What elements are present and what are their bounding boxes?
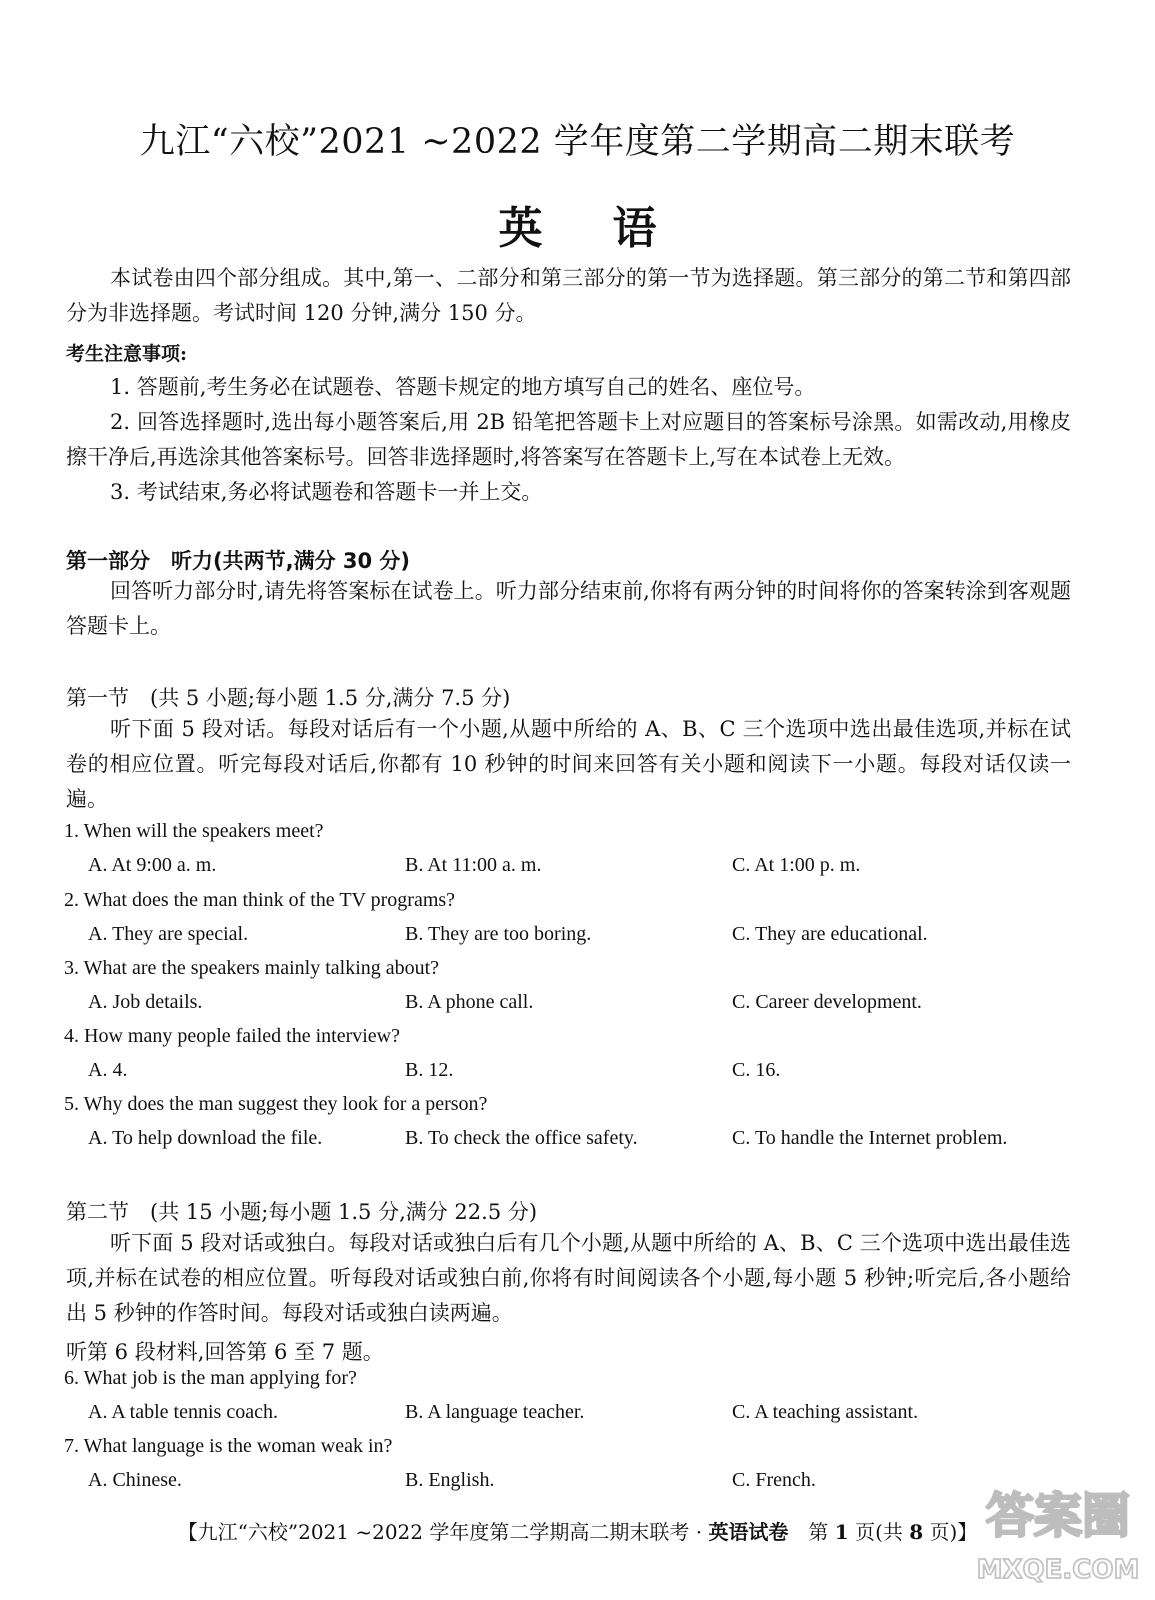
option-c: C. A teaching assistant. (732, 1401, 919, 1423)
option-b: B. To check the office safety. (405, 1127, 638, 1149)
section1-instructions: 听下面 5 段对话。每段对话后有一个小题,从题中所给的 A、B、C 三个选项中选出最佳选项,并标在试卷的相应位置。听完每段对话后,你都有 10 秒钟的时间来回答有关小题和阅读下一小题。每段对话仅读一遍。 (66, 717, 1071, 811)
option-a: A. 4. (88, 1059, 128, 1081)
option-b: B. A phone call. (405, 991, 534, 1013)
footer-exam-name: 【九江“六校”2021 ~2022 学年度第二学期高二期末联考 · (177, 1520, 709, 1544)
question-options (88, 1127, 1088, 1157)
option-c: C. French. (732, 1469, 816, 1491)
watermark-logo (973, 1470, 1143, 1590)
part1-heading: 第一部分 听力(共两节,满分 30 分) (66, 549, 411, 573)
option-b: B. At 11:00 a. m. (405, 854, 542, 876)
footer-subject: 英语试卷 (708, 1520, 789, 1544)
option-c: C. Career development. (732, 991, 922, 1013)
part1-intro: 回答听力部分时,请先将答案标在试卷上。听力部分结束前,你将有两分钟的时间将你的答案转涂到客观题答题卡上。 (66, 579, 1071, 638)
question-stem: 4. How many people failed the interview? (64, 1025, 400, 1047)
notes-heading: 考生注意事项: (66, 343, 188, 365)
question-stem: 6. What job is the man applying for? (64, 1367, 357, 1389)
option-a: A. At 9:00 a. m. (88, 854, 217, 876)
question-options (88, 1469, 1088, 1499)
question-stem: 1. When will the speakers meet? (64, 820, 324, 842)
section2-instructions: 听下面 5 段对话或独白。每段对话或独白后有几个小题,从题中所给的 A、B、C 三个选项中选出最佳选项,并标在试卷的相应位置。听每段对话或独白前,你将有时间阅读各个小题,每小题 5 秒钟;听完后,各小题给出 5 秒钟的作答时间。每段对话或独白读两遍。 (66, 1231, 1071, 1325)
section2-heading: 第二节 (共 15 小题;每小题 1.5 分,满分 22.5 分) (66, 1200, 538, 1224)
footer-page-total: 8 (909, 1520, 924, 1544)
option-c: C. At 1:00 p. m. (732, 854, 861, 876)
material-note: 听第 6 段材料,回答第 6 至 7 题。 (66, 1340, 384, 1364)
watermark-text: 答案圈 (985, 1488, 1131, 1544)
option-b: B. 12. (405, 1059, 454, 1081)
note-item: 2. 回答选择题时,选出每小题答案后,用 2B 铅笔把答题卡上对应题目的答案标号涂黑。如需改动,用橡皮擦干净后,再选涂其他答案标号。回答非选择题时,将答案写在答题卡上,写在本试卷上无效。 (66, 410, 1071, 469)
question-options (88, 1401, 1088, 1431)
option-c: C. To handle the Internet problem. (732, 1127, 1008, 1149)
section1-heading: 第一节 (共 5 小题;每小题 1.5 分,满分 7.5 分) (66, 686, 511, 710)
footer-page-label: 页(共 (848, 1520, 910, 1544)
option-b: B. A language teacher. (405, 1401, 585, 1423)
subject-title: 英语 (498, 203, 727, 254)
note-item: 3. 考试结束,务必将试题卷和答题卡一并上交。 (110, 480, 543, 504)
option-b: B. English. (405, 1469, 495, 1491)
footer-page-label: 页)】 (923, 1520, 978, 1544)
watermark-url: MXQE.COM (976, 1555, 1140, 1585)
intro-paragraph: 本试卷由四个部分组成。其中,第一、二部分和第三部分的第一节为选择题。第三部分的第二节和第四部分为非选择题。考试时间 120 分钟,满分 150 分。 (66, 266, 1071, 325)
footer-page-label: 第 (788, 1520, 835, 1544)
option-a: A. A table tennis coach. (88, 1401, 278, 1423)
question-stem: 3. What are the speakers mainly talking about? (64, 957, 440, 979)
exam-title: 九江“六校”2021 ~2022 学年度第二学期高二期末联考 (139, 122, 1016, 162)
question-options (88, 854, 1088, 884)
watermark-graphic (973, 1470, 1143, 1590)
question-stem: 2. What does the man think of the TV programs? (64, 889, 456, 911)
option-b: B. They are too boring. (405, 923, 592, 945)
note-item: 1. 答题前,考生务必在试题卷、答题卡规定的地方填写自己的姓名、座位号。 (110, 375, 816, 399)
question-stem: 5. Why does the man suggest they look for a person? (64, 1093, 488, 1115)
question-options (88, 1059, 1088, 1089)
question-stem: 7. What language is the woman weak in? (64, 1435, 393, 1457)
option-c: C. 16. (732, 1059, 781, 1081)
option-a: A. They are special. (88, 923, 249, 945)
footer-page-number: 1 (834, 1520, 849, 1544)
option-c: C. They are educational. (732, 923, 928, 945)
option-a: A. Chinese. (88, 1469, 182, 1491)
question-options (88, 923, 1088, 953)
question-options (88, 991, 1088, 1021)
option-a: A. To help download the file. (88, 1127, 323, 1149)
option-a: A. Job details. (88, 991, 203, 1013)
